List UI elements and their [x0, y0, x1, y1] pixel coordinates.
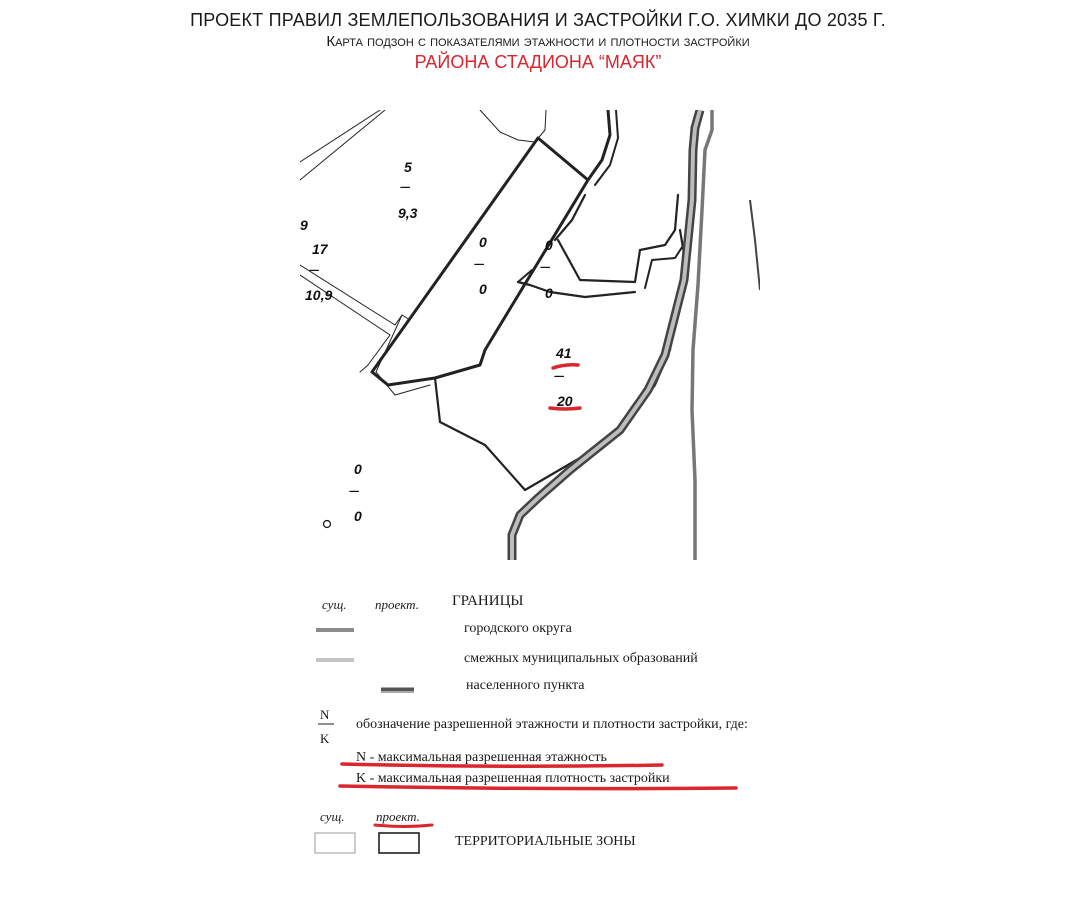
- zone-label-n: 17: [312, 241, 328, 257]
- zone-label-k: 0: [354, 508, 362, 524]
- zone-fraction-bar: ----: [309, 265, 319, 276]
- zone-label-n: 9: [300, 217, 308, 233]
- area-title: РАЙОНА СТАДИОНА “МАЯК”: [414, 52, 662, 72]
- zone-label-k-highlighted: 20: [557, 393, 573, 409]
- zone-fraction-bar: ----: [400, 182, 410, 193]
- legend-col-existing: сущ.: [322, 597, 347, 612]
- page-subtitle: Карта подзон с показателями этажности и плотности застройки: [326, 33, 750, 50]
- legend-city-district: городского округа: [464, 621, 572, 636]
- legend-zones-title: ТЕРРИТОРИАЛЬНЫЕ ЗОНЫ: [455, 834, 636, 849]
- zone-label-k: 0: [545, 285, 553, 301]
- legend-col-project: проект.: [375, 597, 419, 612]
- legend-zone-project-swatch: [379, 833, 419, 853]
- zone-fraction-bar: ----: [540, 262, 550, 273]
- legend-zone-existing-swatch: [315, 833, 355, 853]
- zone-label-n-highlighted: 41: [556, 345, 572, 361]
- legend-fraction-k: K: [320, 731, 330, 746]
- zone-label-k: 9,3: [398, 205, 418, 221]
- legend-n-definition: N - максимальная разрешенная этажность: [356, 750, 607, 765]
- zone-fraction-bar: ----: [474, 259, 484, 270]
- legend-settlement: населенного пункта: [466, 678, 585, 693]
- legend-borders-title: ГРАНИЦЫ: [452, 593, 524, 609]
- red-underline: [340, 786, 736, 789]
- zone-label-k: 10,9: [305, 287, 333, 303]
- legend-adjacent: смежных муниципальных образований: [464, 651, 698, 666]
- legend-nk-description: обозначение разрешенной этажности и плотности застройки, где:: [356, 717, 748, 732]
- zone-label-n: 0: [545, 237, 553, 253]
- zone-fraction-bar: ----: [554, 371, 564, 382]
- legend-col-project-2: проект.: [376, 809, 420, 824]
- legend-col-existing-2: сущ.: [320, 809, 345, 824]
- legend-k-definition: K - максимальная разрешенная плотность застройки: [356, 771, 670, 786]
- zone-label-k: 0: [479, 281, 487, 297]
- red-underline: [375, 825, 432, 827]
- zone-fraction-bar: ----: [349, 486, 359, 497]
- legend-fraction-n: N: [320, 707, 330, 722]
- zone-label-n: 0: [354, 461, 362, 477]
- page-title: ПРОЕКТ ПРАВИЛ ЗЕМЛЕПОЛЬЗОВАНИЯ И ЗАСТРОЙКИ Г.О. ХИМКИ ДО 2035 Г.: [190, 10, 886, 30]
- zone-label-n: 5: [404, 159, 412, 175]
- zone-label-n: 0: [479, 234, 487, 250]
